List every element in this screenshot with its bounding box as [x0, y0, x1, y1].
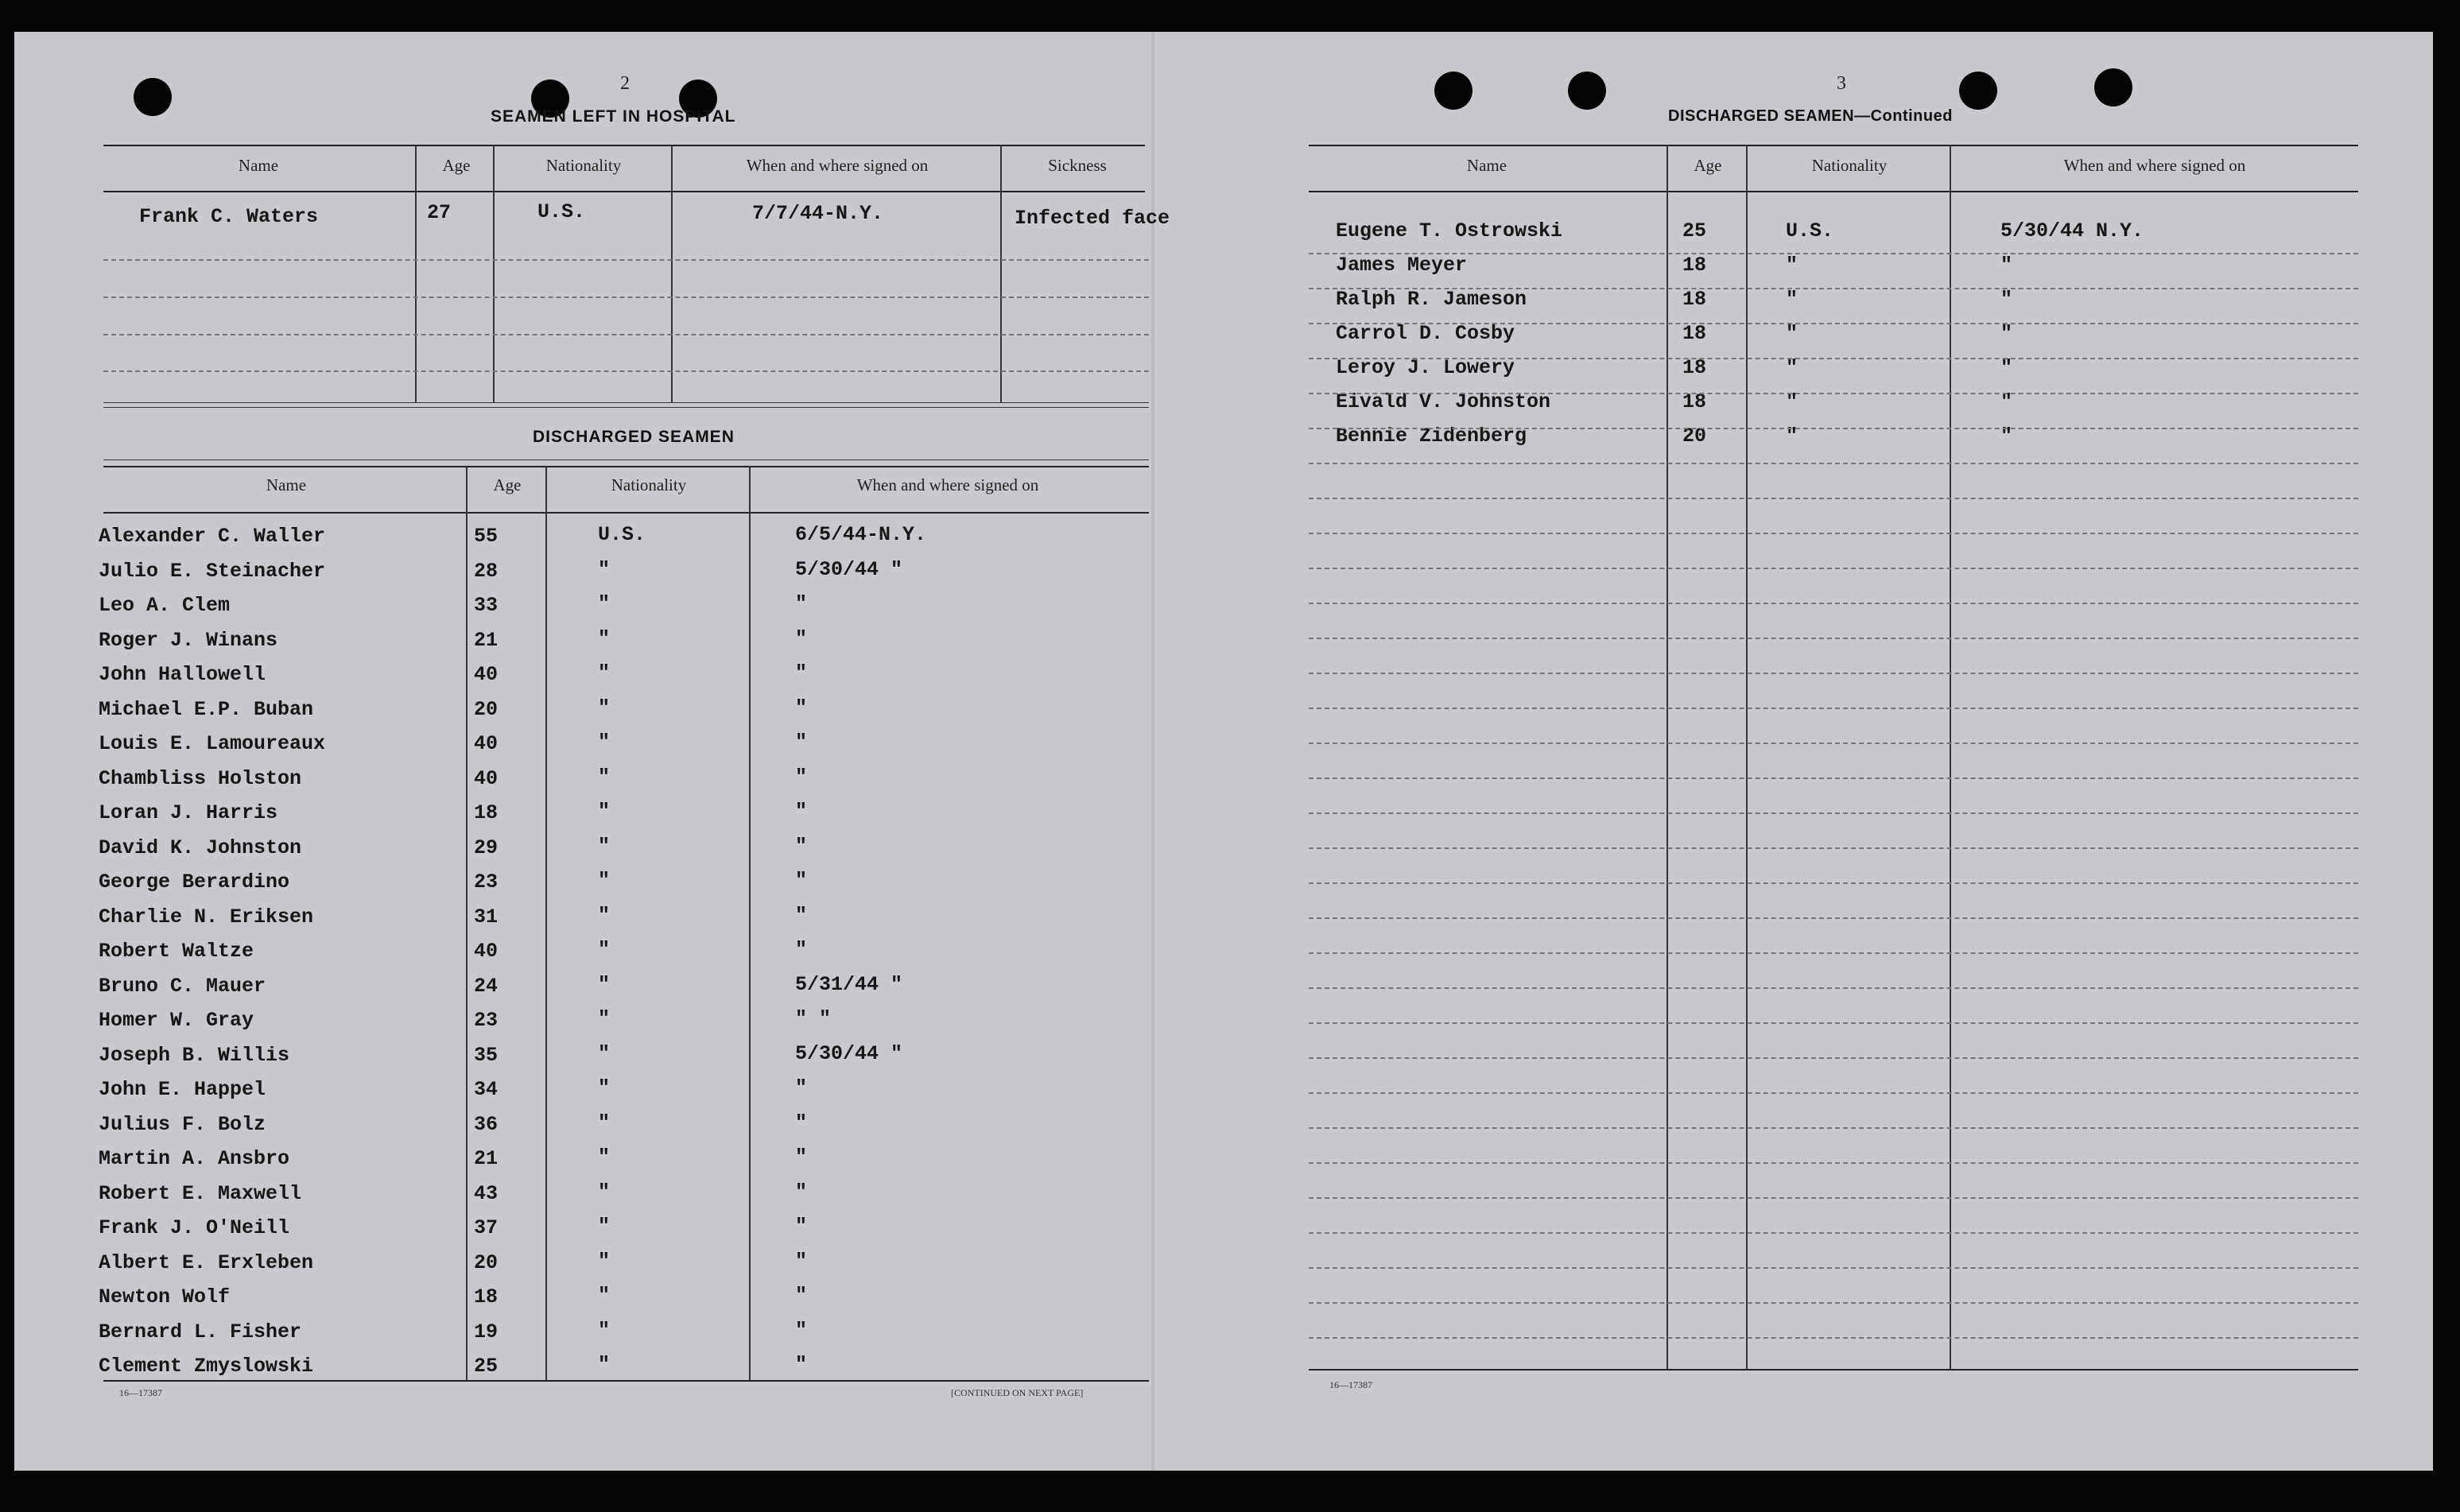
- seaman-age: 20: [474, 697, 499, 721]
- seaman-age: 18: [474, 801, 499, 824]
- right-header-name: Name: [1466, 156, 1507, 175]
- seaman-age: 34: [474, 1078, 499, 1101]
- seaman-age: 23: [474, 870, 499, 894]
- seaman-name: Robert E. Maxwell: [99, 1181, 302, 1205]
- seaman-signed: ": [795, 1076, 808, 1099]
- hospital-title: SEAMEN LEFT IN HOSPITAL: [491, 107, 736, 126]
- seaman-nationality: ": [598, 557, 611, 581]
- right-header-nationality: Nationality: [1811, 156, 1888, 175]
- seaman-nationality: ": [598, 903, 611, 927]
- seaman-name: Leo A. Clem: [99, 594, 231, 617]
- seaman-age: 20: [474, 1250, 499, 1274]
- left-page-number: 2: [620, 73, 630, 94]
- seaman-nationality: ": [598, 869, 611, 892]
- ruled-line: [1309, 812, 2358, 814]
- seaman-age: 21: [474, 1147, 499, 1170]
- ruled-line: [1309, 1337, 2358, 1339]
- seaman-name: Michael E.P. Buban: [99, 697, 314, 721]
- right-header-age: Age: [1694, 156, 1722, 175]
- punch-hole: [134, 78, 172, 116]
- ruled-line: [1309, 1302, 2358, 1304]
- discharged-header-nationality: Nationality: [611, 475, 687, 494]
- seaman-age: 35: [474, 1043, 499, 1067]
- seaman-signed: 6/5/44-N.Y.: [795, 523, 927, 546]
- seaman-nationality: ": [598, 938, 611, 961]
- punch-hole: [2094, 68, 2132, 107]
- right-page: [1153, 32, 2433, 1471]
- seaman-age: 18: [1682, 288, 1707, 311]
- center-fold: [1151, 32, 1154, 1471]
- seaman-age: 24: [474, 974, 499, 998]
- seaman-signed: 5/31/44 ": [795, 972, 903, 996]
- seaman-name: Albert E. Erxleben: [99, 1250, 314, 1274]
- continued-note: [CONTINUED ON NEXT PAGE]: [951, 1387, 1084, 1398]
- seaman-signed: 5/30/44 ": [795, 557, 903, 581]
- seaman-name: David K. Johnston: [99, 835, 302, 859]
- hospital-header-signed: When and where signed on: [746, 156, 929, 175]
- seaman-name: Leroy J. Lowery: [1336, 356, 1515, 379]
- seaman-signed: " ": [795, 1007, 832, 1030]
- discharged-header-age: Age: [493, 475, 522, 494]
- seaman-name: George Berardino: [99, 870, 290, 894]
- seaman-age: 25: [1682, 219, 1707, 242]
- seaman-signed: ": [795, 765, 808, 789]
- punch-hole: [1568, 72, 1606, 110]
- seaman-name: Bernard L. Fisher: [99, 1320, 302, 1343]
- right-form-number: 16—17387: [1329, 1379, 1372, 1390]
- seaman-age: 18: [1682, 254, 1707, 277]
- ruled-line: [1309, 673, 2358, 674]
- hospital-row-name: Frank C. Waters: [139, 205, 319, 228]
- seaman-age: 19: [474, 1320, 499, 1343]
- seaman-nationality: ": [598, 661, 611, 684]
- seaman-signed: ": [795, 1249, 808, 1273]
- ruled-line: [1309, 1267, 2358, 1269]
- seaman-signed: ": [2000, 425, 2013, 448]
- hospital-header-sickness: Sickness: [1048, 156, 1107, 175]
- seaman-name: Carrol D. Cosby: [1336, 322, 1515, 345]
- seaman-signed: 5/30/44 ": [795, 1041, 903, 1065]
- seaman-age: 18: [1682, 356, 1707, 379]
- seaman-signed: ": [2000, 322, 2013, 345]
- punch-hole: [1959, 72, 1997, 110]
- seaman-age: 18: [1682, 322, 1707, 345]
- seaman-signed: ": [795, 1180, 808, 1204]
- seaman-nationality: ": [598, 1076, 611, 1099]
- punch-hole: [1434, 72, 1473, 110]
- seaman-signed: ": [795, 592, 808, 615]
- seaman-nationality: ": [1786, 390, 1798, 413]
- ruled-line: [1309, 533, 2358, 534]
- seaman-name: Alexander C. Waller: [99, 525, 326, 548]
- seaman-nationality: ": [598, 834, 611, 858]
- ruled-line: [1309, 498, 2358, 499]
- hospital-row-signed: 7/7/44-N.Y.: [752, 202, 884, 225]
- ruled-line: [1309, 987, 2358, 989]
- seaman-signed: ": [795, 869, 808, 892]
- ruled-line: [1309, 568, 2358, 569]
- ruled-line: [1309, 917, 2358, 919]
- seaman-nationality: ": [1786, 288, 1798, 311]
- seaman-name: John Hallowell: [99, 663, 266, 686]
- seaman-age: 40: [474, 940, 499, 963]
- seaman-name: James Meyer: [1336, 254, 1468, 277]
- seaman-name: Charlie N. Eriksen: [99, 905, 314, 929]
- ruled-line: [1309, 1127, 2358, 1129]
- ruled-line: [1309, 288, 2358, 289]
- seaman-nationality: ": [1786, 322, 1798, 345]
- seaman-signed: ": [795, 1215, 808, 1238]
- ruled-line: [1309, 777, 2358, 779]
- ruled-line: [1309, 1197, 2358, 1199]
- seaman-name: Eugene T. Ostrowski: [1336, 219, 1563, 242]
- ruled-line: [1309, 638, 2358, 639]
- seaman-name: John E. Happel: [99, 1078, 266, 1101]
- seaman-name: Roger J. Winans: [99, 628, 278, 652]
- hospital-header-name: Name: [238, 156, 279, 175]
- ruled-line: [1309, 1092, 2358, 1094]
- seaman-signed: ": [795, 1284, 808, 1307]
- seaman-age: 43: [474, 1181, 499, 1205]
- seaman-nationality: ": [598, 972, 611, 996]
- left-form-number: 16—17387: [119, 1387, 162, 1398]
- hospital-header-age: Age: [442, 156, 471, 175]
- seaman-age: 29: [474, 835, 499, 859]
- seaman-signed: ": [795, 1146, 808, 1169]
- seaman-name: Julius F. Bolz: [99, 1112, 266, 1136]
- ruled-line: [1309, 463, 2358, 464]
- seaman-name: Joseph B. Willis: [99, 1043, 290, 1067]
- seaman-signed: ": [2000, 254, 2013, 277]
- seaman-age: 25: [474, 1355, 499, 1378]
- seaman-nationality: ": [1786, 254, 1798, 277]
- seaman-age: 55: [474, 525, 499, 548]
- seaman-nationality: ": [598, 1111, 611, 1134]
- seaman-signed: ": [795, 1353, 808, 1376]
- seaman-name: Frank J. O'Neill: [99, 1216, 290, 1239]
- seaman-signed: ": [795, 834, 808, 858]
- seaman-nationality: ": [598, 1318, 611, 1342]
- right-header-signed: When and where signed on: [2063, 156, 2246, 175]
- seaman-nationality: ": [1786, 356, 1798, 379]
- ruled-line: [1309, 1232, 2358, 1234]
- seaman-name: Julio E. Steinacher: [99, 559, 326, 583]
- seaman-name: Newton Wolf: [99, 1285, 231, 1308]
- seaman-age: 28: [474, 559, 499, 583]
- hospital-row-sickness: Infected face: [1015, 207, 1170, 230]
- seaman-age: 23: [474, 1009, 499, 1032]
- seaman-signed: ": [795, 626, 808, 650]
- seaman-age: 40: [474, 766, 499, 790]
- seaman-nationality: ": [598, 800, 611, 823]
- seaman-nationality: ": [598, 1249, 611, 1273]
- seaman-nationality: ": [598, 1215, 611, 1238]
- seaman-name: Bruno C. Mauer: [99, 974, 266, 998]
- seaman-signed: ": [795, 903, 808, 927]
- seaman-nationality: ": [598, 1284, 611, 1307]
- seaman-nationality: ": [598, 765, 611, 789]
- ruled-line: [1309, 603, 2358, 604]
- seaman-age: 40: [474, 663, 499, 686]
- seaman-signed: ": [795, 1111, 808, 1134]
- seaman-signed: ": [795, 938, 808, 961]
- seaman-name: Chambliss Holston: [99, 766, 302, 790]
- ruled-line: [1309, 882, 2358, 884]
- seaman-nationality: ": [598, 731, 611, 754]
- seaman-nationality: ": [598, 626, 611, 650]
- right-page-number: 3: [1837, 73, 1846, 94]
- seaman-signed: ": [795, 731, 808, 754]
- seaman-name: Robert Waltze: [99, 940, 254, 963]
- seaman-name: Clement Zmyslowski: [99, 1355, 314, 1378]
- seaman-signed: ": [795, 661, 808, 684]
- ruled-line: [1309, 323, 2358, 324]
- discharged-title: DISCHARGED SEAMEN: [533, 428, 735, 446]
- seaman-age: 40: [474, 732, 499, 755]
- seaman-nationality: U.S.: [598, 523, 646, 546]
- discharged-header-signed: When and where signed on: [856, 475, 1039, 494]
- right-title: DISCHARGED SEAMEN—Continued: [1668, 107, 1953, 125]
- seaman-nationality: ": [598, 1007, 611, 1030]
- seaman-signed: 5/30/44 N.Y.: [2000, 219, 2144, 242]
- seaman-nationality: ": [598, 592, 611, 615]
- ruled-line: [1309, 708, 2358, 709]
- seaman-nationality: ": [598, 1146, 611, 1169]
- ruled-line: [1309, 1162, 2358, 1164]
- seaman-nationality: ": [1786, 425, 1798, 448]
- seaman-signed: ": [2000, 288, 2013, 311]
- seaman-signed: ": [795, 1318, 808, 1342]
- seaman-age: 20: [1682, 425, 1707, 448]
- seaman-age: 18: [474, 1285, 499, 1308]
- seaman-age: 37: [474, 1216, 499, 1239]
- seaman-name: Ralph R. Jameson: [1336, 288, 1527, 311]
- seaman-age: 31: [474, 905, 499, 929]
- seaman-signed: ": [795, 696, 808, 719]
- seaman-nationality: U.S.: [1786, 219, 1834, 242]
- ruled-line: [1309, 253, 2358, 254]
- seaman-nationality: ": [598, 1353, 611, 1376]
- hospital-row-nationality: U.S.: [537, 200, 586, 223]
- seaman-name: Louis E. Lamoureaux: [99, 732, 326, 755]
- seaman-signed: ": [2000, 390, 2013, 413]
- seaman-name: Eivald V. Johnston: [1336, 390, 1551, 413]
- seaman-name: Martin A. Ansbro: [99, 1147, 290, 1170]
- ruled-line: [1309, 742, 2358, 744]
- ruled-line: [1309, 393, 2358, 394]
- seaman-age: 21: [474, 628, 499, 652]
- seaman-nationality: ": [598, 1041, 611, 1065]
- seaman-nationality: ": [598, 1180, 611, 1204]
- seaman-nationality: ": [598, 696, 611, 719]
- ruled-line: [1309, 1022, 2358, 1024]
- seaman-name: Loran J. Harris: [99, 801, 278, 824]
- seaman-name: Bennie Zidenberg: [1336, 425, 1527, 448]
- hospital-row-age: 27: [427, 201, 452, 224]
- ruled-line: [1309, 952, 2358, 954]
- ruled-line: [1309, 358, 2358, 359]
- discharged-header-name: Name: [266, 475, 307, 494]
- seaman-age: 33: [474, 594, 499, 617]
- seaman-signed: ": [795, 800, 808, 823]
- seaman-name: Homer W. Gray: [99, 1009, 254, 1032]
- seaman-signed: ": [2000, 356, 2013, 379]
- ruled-line: [1309, 847, 2358, 849]
- seaman-age: 18: [1682, 390, 1707, 413]
- hospital-header-nationality: Nationality: [545, 156, 622, 175]
- ruled-line: [1309, 1057, 2358, 1059]
- seaman-age: 36: [474, 1112, 499, 1136]
- ruled-line: [1309, 428, 2358, 429]
